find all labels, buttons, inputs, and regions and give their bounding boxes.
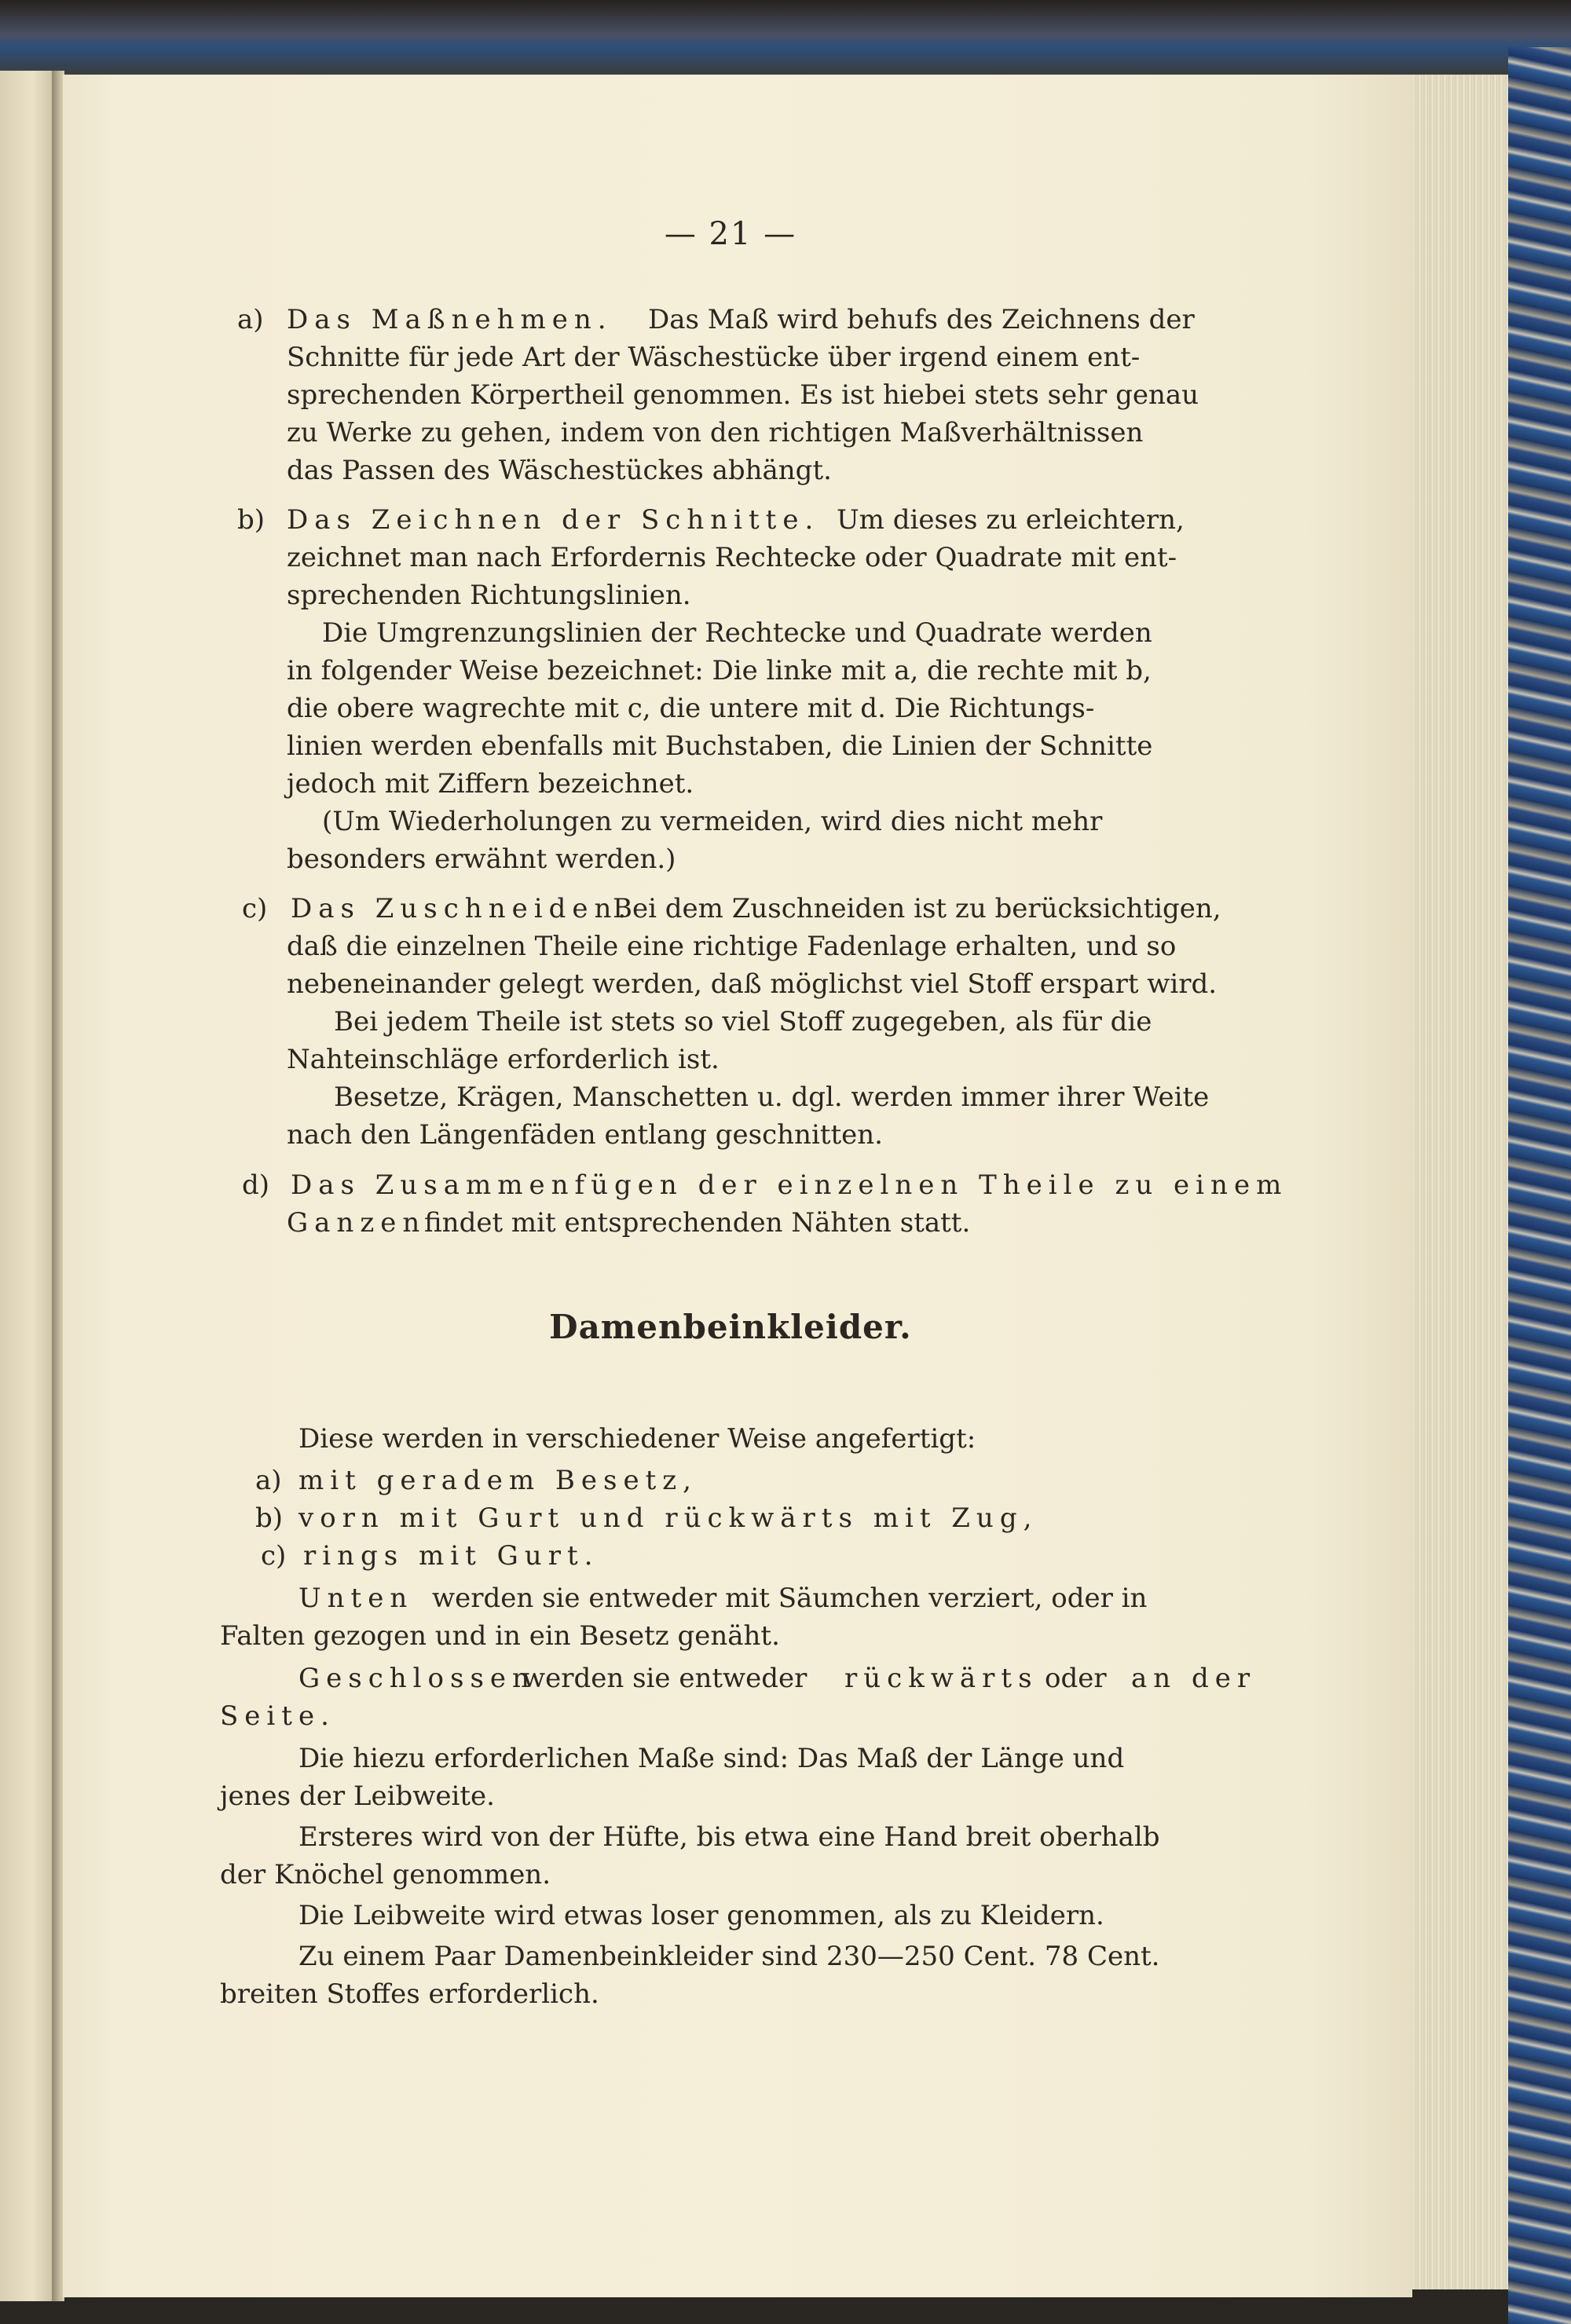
item-b-line-8: jedoch mit Ziffern bezeichnet. bbox=[287, 768, 694, 800]
para-2-spaced: Geschlossen bbox=[298, 1663, 536, 1694]
item-b-line-9: (Um Wiederholungen zu vermeiden, wird dies nicht mehr bbox=[322, 806, 1103, 837]
item-c-line-4: Bei jedem Theile ist stets so viel Stoff zugegeben, als für die bbox=[334, 1006, 1152, 1038]
book-page bbox=[63, 75, 1412, 2297]
para-1-rest: werden sie entweder mit Säumchen verziert, oder in bbox=[432, 1583, 1148, 1614]
book-binding-top bbox=[0, 0, 1571, 79]
item-d-line-2: findet mit entsprechenden Nähten statt. bbox=[424, 1207, 971, 1239]
item-a-line-2: Schnitte für jede Art der Wäschestücke über irgend einem ent- bbox=[287, 342, 1141, 373]
para-2-spaced-c: an der bbox=[1131, 1663, 1257, 1694]
para-3-line-2: jenes der Leibweite. bbox=[220, 1781, 495, 1812]
item-b-line-1: Um dieses zu erleichtern, bbox=[837, 504, 1185, 536]
item-d-title: Das Zusammenfügen der einzelnen Theile zu einem bbox=[291, 1169, 1288, 1201]
item-b-line-2: zeichnet man nach Erfordernis Rechtecke oder Quadrate mit ent- bbox=[287, 542, 1177, 573]
para-1-spaced: Unten bbox=[298, 1583, 414, 1614]
item-a-line-3: sprechenden Körpertheil genommen. Es ist hiebei stets sehr genau bbox=[287, 379, 1199, 411]
para-2-line-2: Seite. bbox=[220, 1700, 335, 1732]
para-6-line-2: breiten Stoffes erforderlich. bbox=[220, 1978, 599, 2010]
item-a-line-1: Das Maß wird behufs des Zeichnens der bbox=[648, 304, 1195, 335]
para-2-rest-a: werden sie entweder bbox=[522, 1663, 807, 1694]
para-4-line-2: der Knöchel genommen. bbox=[220, 1859, 551, 1890]
para-1-line-2: Falten gezogen und in ein Besetz genäht. bbox=[220, 1620, 780, 1652]
item-c-line-7: nach den Längenfäden entlang geschnitten. bbox=[287, 1119, 883, 1151]
item-b-line-4: Die Umgrenzungslinien der Rechtecke und Quadrate werden bbox=[322, 617, 1152, 649]
para-2-spaced-b: rückwärts bbox=[844, 1663, 1038, 1694]
item-d-line-1: Ganzen bbox=[287, 1207, 427, 1239]
option-c-label: c) bbox=[261, 1540, 287, 1572]
item-a-title: Das Maßnehmen. bbox=[287, 304, 613, 335]
item-b-title: Das Zeichnen der Schnitte. bbox=[287, 504, 820, 536]
item-c-line-3: nebeneinander gelegt werden, daß möglichst viel Stoff erspart wird. bbox=[287, 968, 1218, 1000]
marbled-cover-edge bbox=[1508, 47, 1571, 2324]
item-a-line-5: das Passen des Wäschestückes abhängt. bbox=[287, 455, 832, 486]
para-4-line-1: Ersteres wird von der Hüfte, bis etwa eine Hand breit oberhalb bbox=[298, 1821, 1160, 1853]
item-a-line-4: zu Werke zu gehen, indem von den richtigen Maßverhältnissen bbox=[287, 417, 1144, 448]
item-c-line-2: daß die einzelnen Theile eine richtige Fadenlage erhalten, und so bbox=[287, 931, 1177, 962]
section-heading: Damenbeinkleider. bbox=[549, 1308, 912, 1346]
option-b-text: vorn mit Gurt und rückwärts mit Zug, bbox=[298, 1502, 1038, 1534]
item-c-line-6: Besetze, Krägen, Manschetten u. dgl. werden immer ihrer Weite bbox=[334, 1081, 1210, 1113]
item-b-line-7: linien werden ebenfalls mit Buchstaben, die Linien der Schnitte bbox=[287, 730, 1153, 762]
item-c-line-1: Bei dem Zuschneiden ist zu berücksichtigen, bbox=[613, 893, 1221, 924]
para-5-line-1: Die Leibweite wird etwas loser genommen, als zu Kleidern. bbox=[298, 1900, 1104, 1931]
item-c-label: c) bbox=[242, 893, 268, 924]
option-a-text: mit geradem Besetz, bbox=[298, 1465, 698, 1496]
item-b-line-3: sprechenden Richtungslinien. bbox=[287, 580, 691, 611]
left-page-edge bbox=[0, 71, 55, 2301]
item-c-title: Das Zuschneiden. bbox=[291, 893, 633, 924]
section-intro: Diese werden in verschiedener Weise angefertigt: bbox=[298, 1423, 976, 1455]
item-b-line-5: in folgender Weise bezeichnet: Die linke mit a, die rechte mit b, bbox=[287, 655, 1152, 686]
item-a-label: a) bbox=[237, 304, 264, 335]
option-a-label: a) bbox=[255, 1465, 282, 1496]
option-c-text: rings mit Gurt. bbox=[303, 1540, 599, 1572]
para-3-line-1: Die hiezu erforderlichen Maße sind: Das Maß der Länge und bbox=[298, 1743, 1125, 1774]
item-b-line-6: die obere wagrechte mit c, die untere mit d. Die Richtungs- bbox=[287, 693, 1095, 724]
item-d-label: d) bbox=[242, 1169, 270, 1201]
item-b-line-10: besonders erwähnt werden.) bbox=[287, 844, 676, 875]
item-c-line-5: Nahteinschläge erforderlich ist. bbox=[287, 1044, 720, 1075]
item-b-label: b) bbox=[237, 504, 265, 536]
para-2-rest-b: oder bbox=[1045, 1663, 1107, 1694]
para-6-line-1: Zu einem Paar Damenbeinkleider sind 230—250 Cent. 78 Cent. bbox=[298, 1941, 1160, 1972]
option-b-label: b) bbox=[255, 1502, 284, 1534]
page-number: — 21 — bbox=[664, 216, 797, 252]
